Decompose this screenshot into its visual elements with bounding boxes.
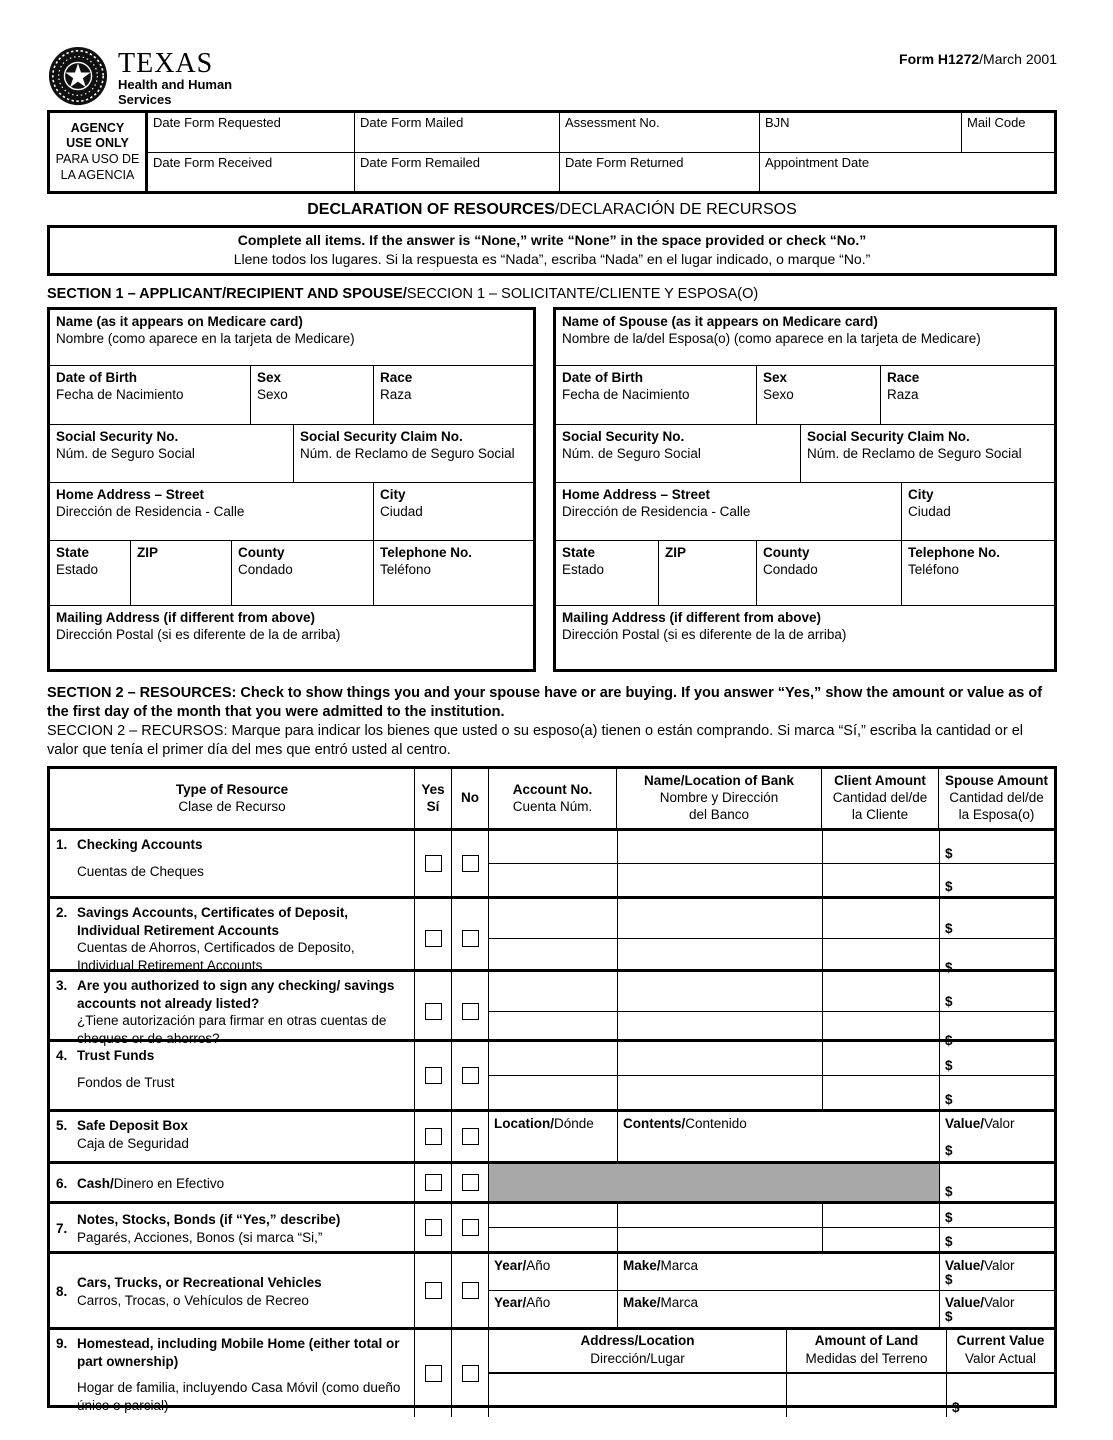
row8-no-cell	[451, 1254, 488, 1327]
field-date-form-remailed: Date Form Remailed	[354, 152, 559, 191]
section1-heading: SECTION 1 – APPLICANT/RECIPIENT AND SPOUSE/SECCION 1 – SOLICITANTE/CLIENTE Y ESPOSA(O)	[47, 285, 759, 302]
field-assessment-no: Assessment No.	[559, 113, 759, 152]
row2-no-checkbox[interactable]	[462, 930, 479, 947]
row3b-spouse-amount-cell: $	[939, 1012, 1054, 1051]
row8a-year-cell: Year/Año	[494, 1258, 551, 1274]
spouse-race-field: Race Raza	[880, 366, 1054, 424]
row4-no-cell	[451, 1042, 488, 1109]
row9-label: 9. Homestead, including Mobile Home (either total or part ownership) Hogar de familia, incluyendo Casa Móvil (como dueño único o parcial)	[56, 1336, 401, 1413]
row4b-bank-cell	[617, 1076, 822, 1109]
row5-contents-cell: Contents/Contenido	[617, 1112, 939, 1161]
logo-org-name: TEXAS	[118, 47, 214, 79]
row4-label: 4. Trust Funds Fondos de Trust	[56, 1048, 175, 1090]
row2a-client-amount-cell	[822, 899, 939, 938]
page-header	[47, 45, 1057, 110]
row4b-account-cell	[489, 1076, 617, 1109]
row1a-spouse-amount-cell: $	[939, 831, 1054, 863]
applicant-dob-field: Date of Birth Fecha de Nacimiento	[56, 369, 184, 403]
section2-heading	[47, 684, 1057, 761]
spouse-name-field: Name of Spouse (as it appears on Medicare card) Nombre de la/del Esposa(o) (como aparece en la tarjeta de Medicare)	[562, 313, 981, 347]
row5-no-checkbox[interactable]	[462, 1128, 479, 1145]
row8a-value-cell: Value/Valor $	[939, 1254, 1054, 1290]
row8-no-checkbox[interactable]	[462, 1282, 479, 1299]
row4a-client-amount-cell	[822, 1042, 939, 1075]
row4a-bank-cell	[617, 1042, 822, 1075]
row1a-bank-cell	[617, 831, 822, 863]
row4-yes-checkbox[interactable]	[425, 1067, 442, 1084]
row3a-client-amount-cell	[822, 972, 939, 1011]
field-date-form-requested: Date Form Requested	[153, 115, 281, 130]
row7a-account-cell	[489, 1204, 617, 1227]
field-date-form-mailed: Date Form Mailed	[354, 113, 559, 152]
applicant-ssn-field: Social Security No. Núm. de Seguro Social	[56, 428, 195, 462]
field-date-form-received: Date Form Received	[148, 152, 354, 191]
col-yes: Yes Sí	[414, 769, 451, 828]
row7-label: 7. Notes, Stocks, Bonds (if “Yes,” describe) Pagarés, Acciones, Bonos (si marca “Si,”	[56, 1212, 341, 1245]
row2a-account-cell	[489, 899, 617, 938]
row7b-spouse-amount-cell: $	[939, 1228, 1054, 1251]
row8a-make-cell: Make/Marca	[617, 1254, 939, 1290]
row1-yes-checkbox[interactable]	[425, 855, 442, 872]
row4-yes-cell	[414, 1042, 451, 1109]
row6-no-cell	[451, 1164, 488, 1201]
row2-yes-checkbox[interactable]	[425, 930, 442, 947]
row9-current-value-header: Current Value Valor Actual	[946, 1330, 1054, 1374]
row7-no-cell	[451, 1204, 488, 1251]
row7-yes-checkbox[interactable]	[425, 1219, 442, 1236]
row7a-spouse-amount-cell: $	[939, 1204, 1054, 1227]
field-bjn: BJN	[759, 113, 961, 152]
row-authorized-accounts	[50, 969, 1054, 1049]
row7a-bank-cell	[617, 1204, 822, 1227]
section2-heading-en: SECTION 2 – RESOURCES: Check to show things you and your spouse have or are buying. If you answer “Yes,” show the amount or value as of the first day of the month that you were admitted to the institution.	[47, 684, 1043, 720]
form-number: Form H1272/March 2001	[899, 51, 1057, 67]
row8b-year-cell: Year/Año	[494, 1295, 551, 1311]
row1a-account-cell	[489, 831, 617, 863]
row9-address-cell	[489, 1374, 786, 1417]
applicant-home-address-field: Home Address – Street Dirección de Residencia - Calle	[56, 486, 245, 520]
row7b-client-amount-cell	[822, 1228, 939, 1251]
agency-use-label: AGENCY USE ONLY PARA USO DE LA AGENCIA	[50, 113, 148, 191]
applicant-mailing-address-field: Mailing Address (if different from above) Dirección Postal (si es diferente de la de arriba)	[56, 609, 341, 643]
row6-label: 6. Cash/Dinero en Efectivo	[56, 1176, 225, 1191]
instructions-box	[47, 225, 1057, 276]
row6-spouse-amount-cell: $	[939, 1164, 1054, 1201]
row8b-make-cell: Make/Marca	[617, 1291, 939, 1327]
row7b-account-cell	[489, 1228, 617, 1251]
applicant-phone-field: Telephone No. Teléfono	[373, 541, 533, 605]
applicant-race-field: Race Raza	[373, 366, 533, 424]
logo-dept-line2: Services	[118, 91, 172, 107]
col-bank: Name/Location of Bank Nombre y Dirección del Banco	[616, 769, 821, 828]
row8b-value-cell: Value/Valor $	[939, 1291, 1054, 1327]
row6-yes-cell	[414, 1164, 451, 1201]
applicant-county-field: County Condado	[231, 541, 373, 605]
row5-location-cell: Location/Dónde	[494, 1116, 594, 1132]
row2b-spouse-amount-cell: $	[939, 939, 1054, 978]
row1a-client-amount-cell	[822, 831, 939, 863]
row9-yes-cell	[414, 1330, 451, 1417]
row-cars-trucks-rvs	[50, 1251, 1054, 1327]
col-client-amount: Client Amount Cantidad del/de la Cliente	[821, 769, 938, 828]
row3-yes-cell	[414, 972, 451, 1050]
spouse-city-field: City Ciudad	[901, 483, 1054, 540]
row7-yes-cell	[414, 1204, 451, 1251]
row9-address-header: Address/Location Dirección/Lugar	[489, 1330, 786, 1374]
row3-no-checkbox[interactable]	[462, 1003, 479, 1020]
row7b-bank-cell	[617, 1228, 822, 1251]
section2-heading-es: SECCION 2 – RECURSOS: Marque para indicar los bienes que usted o su esposo(a) tienen o están comprando. Si marca “Sí,” escriba la cantidad or el valor que tenía el primer día del mes que entró usted al centro.	[47, 723, 1024, 759]
row5-yes-checkbox[interactable]	[425, 1128, 442, 1145]
row-trust-funds	[50, 1039, 1054, 1109]
row2-no-cell	[451, 899, 488, 977]
row1b-client-amount-cell	[822, 864, 939, 896]
applicant-state-field: State Estado	[56, 544, 99, 578]
row-cash	[50, 1161, 1054, 1201]
row-savings-accounts	[50, 896, 1054, 976]
row6-yes-checkbox[interactable]	[425, 1174, 442, 1191]
spouse-sex-field: Sex Sexo	[756, 366, 880, 424]
row1b-account-cell	[489, 864, 617, 896]
spouse-state-field: State Estado	[562, 544, 605, 578]
spouse-phone-field: Telephone No. Teléfono	[901, 541, 1054, 605]
row7-no-checkbox[interactable]	[462, 1219, 479, 1236]
spouse-ss-claim-field: Social Security Claim No. Núm. de Reclamo de Seguro Social	[800, 425, 1054, 482]
row1-label: 1. Checking Accounts Cuentas de Cheques	[56, 837, 204, 879]
applicant-sex-field: Sex Sexo	[250, 366, 373, 424]
row3a-spouse-amount-cell: $	[939, 972, 1054, 1011]
row9-no-checkbox[interactable]	[462, 1365, 479, 1382]
row2a-bank-cell	[617, 899, 822, 938]
applicant-ss-claim-field: Social Security Claim No. Núm. de Reclamo de Seguro Social	[293, 425, 533, 482]
spouse-zip-field: ZIP	[658, 541, 756, 605]
row9-yes-checkbox[interactable]	[425, 1365, 442, 1382]
applicant-city-field: City Ciudad	[373, 483, 533, 540]
applicant-name-field: Name (as it appears on Medicare card) Nombre (como aparece en la tarjeta de Medicare)	[56, 313, 355, 347]
row3-label: 3. Are you authorized to sign any checking/ savings accounts not already listed? ¿Tiene autorización para firmar en otras cuentas de cheques or de ahorros?	[56, 978, 395, 1046]
spouse-home-address-field: Home Address – Street Dirección de Residencia - Calle	[562, 486, 751, 520]
row2-yes-cell	[414, 899, 451, 977]
spouse-dob-field: Date of Birth Fecha de Nacimiento	[562, 369, 690, 403]
logo-dept-line1: Health and Human	[118, 76, 233, 92]
row1-yes-cell	[414, 831, 451, 896]
row3a-bank-cell	[617, 972, 822, 1011]
row9-land-header: Amount of Land Medidas del Terreno	[786, 1330, 946, 1374]
texas-hhs-seal-icon	[47, 45, 109, 112]
row4b-client-amount-cell	[822, 1076, 939, 1109]
texas-hhs-logo	[47, 45, 232, 112]
col-no: No	[451, 769, 488, 828]
row5-yes-cell	[414, 1112, 451, 1161]
row3-no-cell	[451, 972, 488, 1050]
document-title: DECLARATION OF RESOURCES/DECLARACIÓN DE RECURSOS	[307, 201, 797, 218]
section1	[47, 307, 1057, 672]
row7a-client-amount-cell	[822, 1204, 939, 1227]
row-checking-accounts	[50, 828, 1054, 896]
row-notes-stocks-bonds	[50, 1201, 1054, 1251]
col-spouse-amount: Spouse Amount Cantidad del/de la Esposa(o)	[938, 769, 1054, 828]
row-homestead	[50, 1327, 1054, 1416]
instructions-en: Complete all items. If the answer is “None,” write “None” in the space provided or check “No.”	[237, 232, 867, 248]
row4-no-checkbox[interactable]	[462, 1067, 479, 1084]
row4a-account-cell	[489, 1042, 617, 1075]
row8-yes-checkbox[interactable]	[425, 1282, 442, 1299]
row6-no-checkbox[interactable]	[462, 1174, 479, 1191]
field-date-form-returned: Date Form Returned	[559, 152, 759, 191]
row9-land-cell	[786, 1374, 946, 1417]
spouse-box	[553, 307, 1057, 672]
applicant-zip-field: ZIP	[130, 541, 231, 605]
row5-value-cell: Value/Valor $	[939, 1112, 1054, 1161]
row1-no-cell	[451, 831, 488, 896]
row-safe-deposit-box	[50, 1109, 1054, 1161]
row9-no-cell	[451, 1330, 488, 1417]
row5-label: 5. Safe Deposit Box Caja de Seguridad	[56, 1118, 189, 1151]
row2a-spouse-amount-cell: $	[939, 899, 1054, 938]
row5-no-cell	[451, 1112, 488, 1161]
col-type-of-resource: Type of Resource Clase de Recurso	[175, 781, 289, 814]
spouse-county-field: County Condado	[756, 541, 901, 605]
field-appointment-date: Appointment Date	[759, 152, 1054, 191]
row4b-spouse-amount-cell: $	[939, 1076, 1054, 1109]
row1b-spouse-amount-cell: $	[939, 864, 1054, 896]
row3a-account-cell	[489, 972, 617, 1011]
row1-no-checkbox[interactable]	[462, 855, 479, 872]
resources-table-header	[50, 769, 1054, 828]
row8-yes-cell	[414, 1254, 451, 1327]
row8-label: 8. Cars, Trucks, or Recreational Vehicles Carros, Trocas, o Vehículos de Recreo	[56, 1275, 322, 1308]
spouse-mailing-address-field: Mailing Address (if different from above) Dirección Postal (si es diferente de la de arriba)	[562, 609, 847, 643]
field-mail-code: Mail Code	[961, 113, 1054, 152]
row6-shaded-cell	[489, 1164, 939, 1201]
instructions-es: Llene todos los lugares. Si la respuesta es “Nada”, escriba “Nada” en el lugar indicado, o marque “No.”	[233, 250, 871, 267]
row4a-spouse-amount-cell: $	[939, 1042, 1054, 1075]
applicant-box	[47, 307, 536, 672]
row9-current-value-cell: $	[946, 1374, 1054, 1417]
spouse-ssn-field: Social Security No. Núm. de Seguro Social	[562, 428, 701, 462]
row2-label: 2. Savings Accounts, Certificates of Deposit, Individual Retirement Accounts Cuentas de Ahorros, Certificados de Deposito, Individual Retirement Accounts	[56, 905, 355, 973]
col-account-no: Account No. Cuenta Núm.	[488, 769, 616, 828]
resources-table	[47, 766, 1057, 1416]
row3-yes-checkbox[interactable]	[425, 1003, 442, 1020]
agency-use-table	[47, 110, 1057, 194]
row1b-bank-cell	[617, 864, 822, 896]
